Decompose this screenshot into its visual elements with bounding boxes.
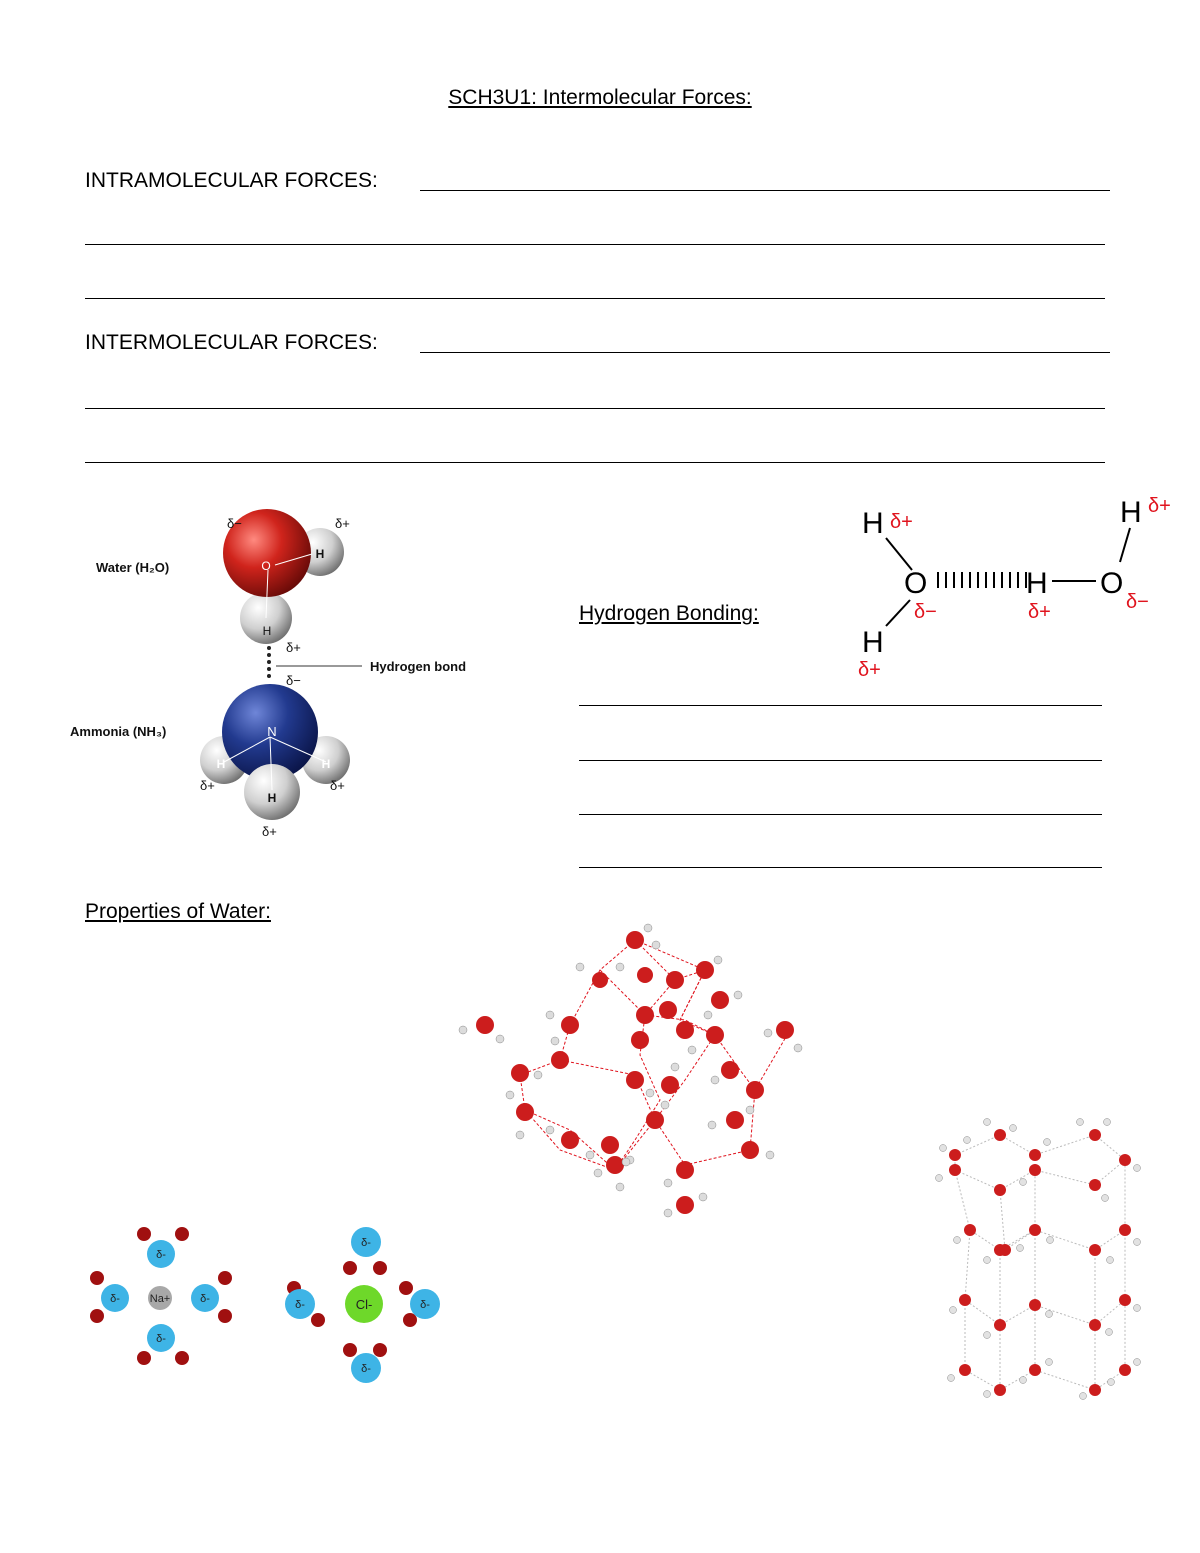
answer-line[interactable] — [579, 705, 1102, 706]
delta-minus-label: δ- — [156, 1333, 166, 1345]
delta-minus-label: δ- — [361, 1237, 371, 1249]
ammonia-label: Ammonia (NH₃) — [70, 724, 167, 739]
delta-minus-label: δ- — [420, 1299, 430, 1311]
answer-line[interactable] — [579, 814, 1102, 815]
delta-plus-label: δ+ — [286, 640, 301, 655]
water-ammonia-figure — [60, 500, 520, 850]
answer-line[interactable] — [85, 244, 1105, 245]
delta-plus-label: δ+ — [200, 778, 215, 793]
delta-minus-label: δ- — [200, 1293, 210, 1305]
sodium-hydration-figure — [85, 1222, 245, 1372]
hydrogen-bond-diagram — [850, 490, 1190, 690]
ice-lattice — [925, 1100, 1145, 1400]
delta-minus-label: δ- — [156, 1249, 166, 1261]
hydrogen-bonding-heading: Hydrogen Bonding: — [579, 602, 759, 625]
page-title: SCH3U1: Intermolecular Forces: — [448, 86, 752, 109]
answer-line[interactable] — [420, 352, 1110, 353]
chloride-label: Cl- — [355, 1297, 373, 1312]
delta-minus-label: δ- — [361, 1363, 371, 1375]
properties-heading: Properties of Water: — [85, 900, 271, 923]
intermolecular-label: INTERMOLECULAR FORCES: — [85, 331, 378, 354]
chloride-hydration-figure — [280, 1220, 450, 1390]
hydrogen-bond-hash — [938, 572, 1026, 588]
water-o-label: O — [261, 559, 271, 573]
delta-plus-label: δ+ — [1028, 601, 1051, 623]
intramolecular-label: INTRAMOLECULAR FORCES: — [85, 169, 378, 192]
delta-plus-label: δ+ — [262, 824, 277, 839]
answer-line[interactable] — [579, 760, 1102, 761]
o-atom-label: O — [1100, 567, 1124, 600]
h-atom-label: H — [862, 626, 884, 659]
delta-plus-label: δ+ — [1148, 495, 1171, 517]
ammonia-h-label: H — [267, 791, 277, 805]
hydrogen-bond-label: Hydrogen bond — [370, 659, 467, 674]
delta-minus-label: δ− — [227, 516, 242, 531]
ammonia-n-label: N — [267, 724, 277, 739]
delta-minus-label: δ− — [1126, 591, 1149, 613]
delta-minus-label: δ- — [110, 1293, 120, 1305]
delta-plus-label: δ+ — [330, 778, 345, 793]
water-h-label: H — [315, 547, 325, 561]
delta-minus-label: δ− — [914, 601, 937, 623]
answer-line[interactable] — [579, 867, 1102, 868]
sodium-label: Na+ — [149, 1293, 171, 1305]
h-atom-label: H — [1120, 496, 1142, 529]
answer-line[interactable] — [85, 462, 1105, 463]
ammonia-h-label: H — [321, 757, 331, 771]
answer-line[interactable] — [420, 190, 1110, 191]
water-h-label: H — [262, 624, 272, 638]
o-atom-label: O — [904, 567, 928, 600]
water-label: Water (H₂O) — [96, 560, 170, 575]
delta-plus-label: δ+ — [335, 516, 350, 531]
delta-minus-label: δ- — [295, 1299, 305, 1311]
h-atom-label: H — [862, 507, 884, 540]
h-atom-label: H — [1026, 567, 1048, 600]
answer-line[interactable] — [85, 408, 1105, 409]
hydrogen-bond-dots — [267, 646, 271, 678]
delta-plus-label: δ+ — [858, 659, 881, 681]
delta-plus-label: δ+ — [890, 511, 913, 533]
delta-minus-label: δ− — [286, 673, 301, 688]
liquid-water-network — [450, 915, 810, 1225]
answer-line[interactable] — [85, 298, 1105, 299]
ammonia-h-label: H — [216, 757, 226, 771]
